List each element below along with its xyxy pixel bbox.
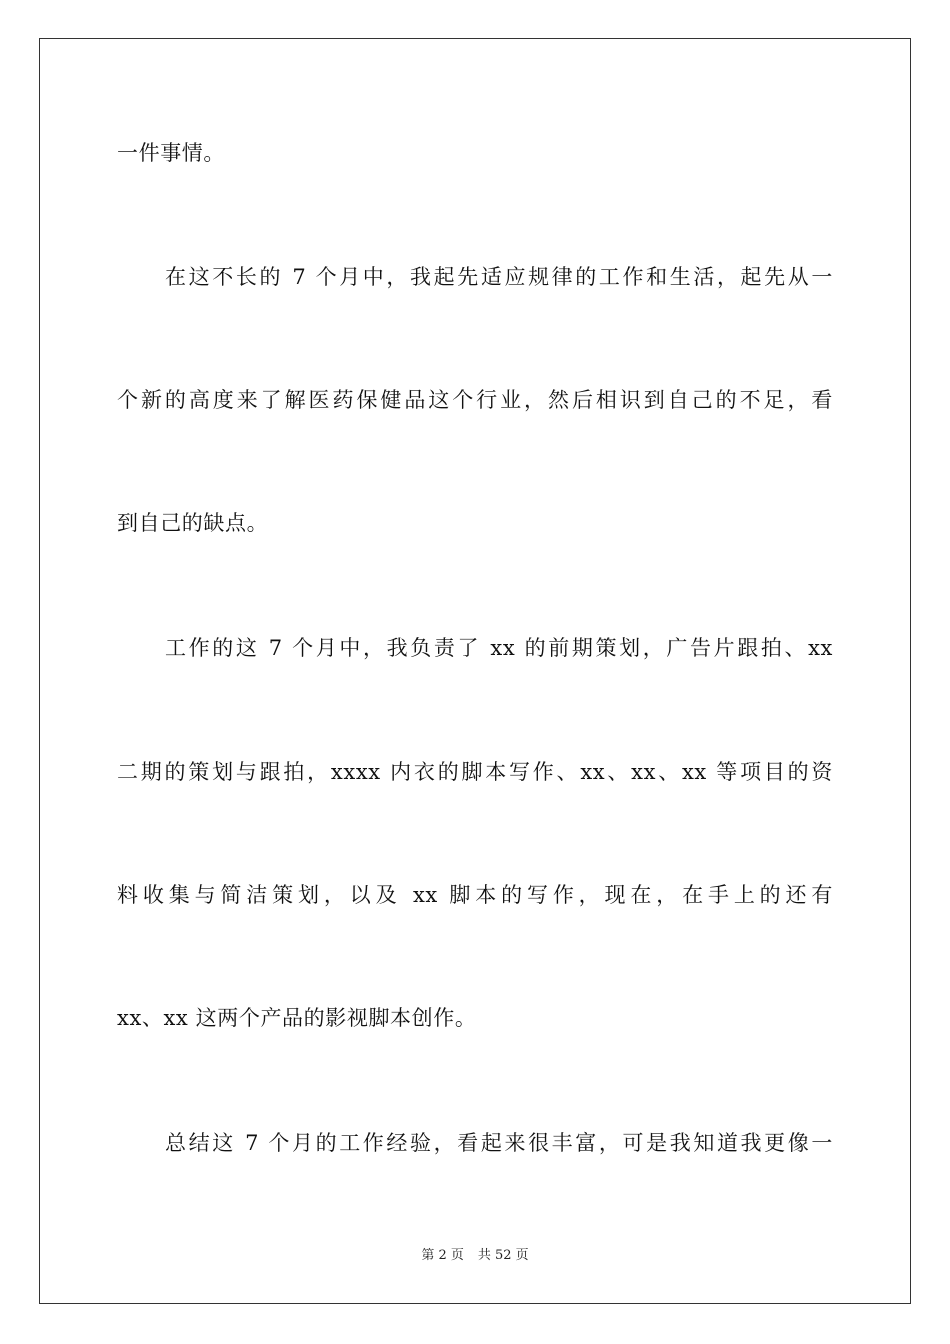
paragraph-3-line-3: 料收集与简洁策划，以及 xx 脚本的写作，现在，在手上的还有 — [117, 883, 833, 907]
paragraph-2-line-2: 个新的高度来了解医药保健品这个行业，然后相识到自己的不足，看 — [117, 388, 833, 412]
paragraph-2-line-3: 到自己的缺点。 — [117, 511, 269, 535]
page-total: 共 52 页 — [477, 1248, 529, 1263]
paragraph-4-line-1: 总结这 7 个月的工作经验，看起来很丰富，可是我知道我更像一 — [165, 1131, 833, 1155]
page-border — [39, 38, 911, 1304]
page-footer — [0, 1247, 950, 1265]
paragraph-3-line-2: 二期的策划与跟拍，xxxx 内衣的脚本写作、xx、xx、xx 等项目的资 — [117, 760, 833, 784]
text-line-1: 一件事情。 — [117, 141, 225, 165]
paragraph-2-line-1: 在这不长的 7 个月中，我起先适应规律的工作和生活，起先从一 — [165, 265, 833, 289]
paragraph-3-line-1: 工作的这 7 个月中，我负责了 xx 的前期策划，广告片跟拍、xx — [165, 636, 833, 660]
page-number: 第 2 页 — [421, 1248, 464, 1263]
paragraph-3-line-4: xx、xx 这两个产品的影视脚本创作。 — [117, 1006, 477, 1030]
